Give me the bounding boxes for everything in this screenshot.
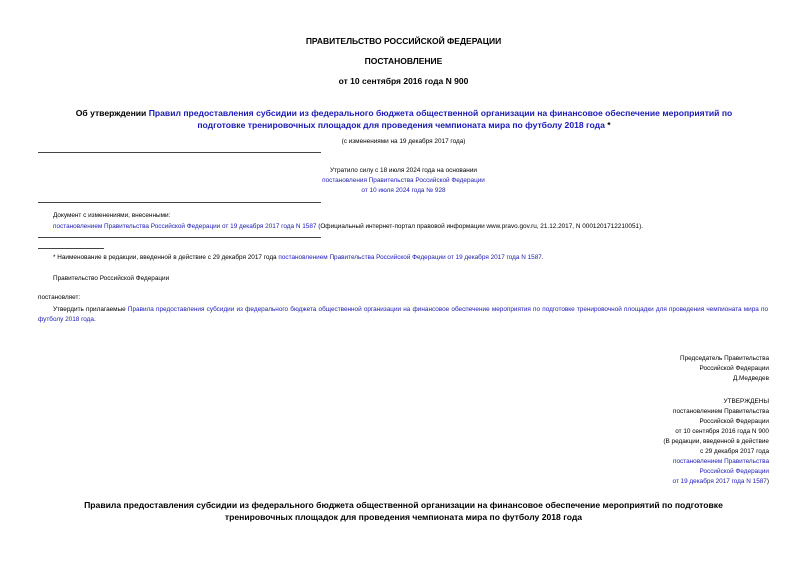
approved-line-6: с 29 декабря 2017 года bbox=[700, 448, 769, 455]
changes-link[interactable]: постановлением Правительства Российской Федерации от 19 декабря 2017 года N 1587 bbox=[53, 223, 317, 230]
approved-line-4: от 10 сентября 2016 года N 900 bbox=[675, 428, 769, 435]
footnote-divider bbox=[38, 248, 104, 249]
signature-block bbox=[469, 354, 769, 384]
approved-link-2[interactable]: Российской Федерации bbox=[699, 468, 769, 475]
header-date: от 10 сентября 2016 года N 900 bbox=[338, 76, 469, 86]
rules-title-line-2: тренировочных площадок для проведения чемпионата мира по футболу 2018 года bbox=[224, 512, 583, 522]
divider bbox=[38, 152, 321, 153]
divider bbox=[38, 202, 321, 203]
header-org: ПРАВИТЕЛЬСТВО РОССИЙСКОЙ ФЕДЕРАЦИИ bbox=[305, 36, 502, 46]
title-link[interactable]: Правил предоставления субсидии из федерального бюджета общественной организации на финансовое обеспечение мероприятий по подготовке тренировочных площадок для проведения чемпионата мира по футболу 2018 года bbox=[148, 108, 733, 130]
expired-line: Утратило силу с 18 июля 2024 года на основании bbox=[330, 167, 477, 174]
signature-line-3: Д.Медведев bbox=[732, 375, 769, 382]
approved-line-3: Российской Федерации bbox=[699, 418, 769, 425]
approved-link-1[interactable]: постановлением Правительства bbox=[673, 458, 769, 465]
decides-text: постановляет: bbox=[38, 294, 81, 301]
expired-link-1[interactable]: постановления Правительства Российской Федерации bbox=[322, 177, 485, 184]
approved-line-5: (В редакции, введенной в действие bbox=[663, 438, 769, 445]
approved-line-2: постановлением Правительства bbox=[673, 408, 769, 415]
changes-rest: (Официальный интернет-портал правовой информации www.pravo.gov.ru, 21.12.2017, N 0001201712210051). bbox=[316, 223, 644, 230]
government-text: Правительство Российской Федерации bbox=[53, 275, 170, 282]
footnote-link[interactable]: постановлением Правительства Российской Федерации от 19 декабря 2017 года N 1587 bbox=[278, 254, 542, 261]
approved-block bbox=[469, 397, 769, 487]
header-doc-type: ПОСТАНОВЛЕНИЕ bbox=[364, 56, 443, 66]
divider bbox=[38, 237, 321, 238]
expired-link-2[interactable]: от 10 июля 2024 года № 928 bbox=[361, 187, 446, 194]
signature-line-1: Председатель Правительства bbox=[680, 355, 769, 362]
approved-line-1: УТВЕРЖДЕНЫ bbox=[723, 398, 769, 405]
approve-suffix: . bbox=[93, 316, 96, 323]
rules-title-line-1: Правила предоставления субсидии из федерального бюджета общественной организации на финансовое обеспечение мероприятий по подготовке bbox=[84, 500, 723, 510]
changes-line bbox=[53, 222, 643, 232]
footnote-text: * Наименование в редакции, введенной в действие с 29 декабря 2017 года bbox=[53, 254, 279, 261]
approved-link-3[interactable]: от 19 декабря 2017 года N 1587 bbox=[672, 478, 767, 485]
title-suffix: * bbox=[604, 120, 611, 130]
document-title bbox=[58, 107, 750, 131]
approve-prefix: Утвердить прилагаемые bbox=[53, 306, 128, 313]
approve-paragraph bbox=[38, 305, 768, 325]
footnote-end: . bbox=[541, 254, 544, 261]
footnote bbox=[53, 253, 544, 263]
amendments-note: (с изменениями на 19 декабря 2017 года) bbox=[341, 138, 466, 145]
title-prefix: Об утверждении bbox=[75, 108, 149, 118]
signature-line-2: Российской Федерации bbox=[699, 365, 769, 372]
approve-link[interactable]: Правила предоставления субсидии из федерального бюджета общественной организации на финансовое обеспечение мероприятия по подготовке тренировочной площадки для проведения чемпионата мира по футболу 2018 года bbox=[38, 306, 768, 323]
changes-label: Документ с изменениями, внесенными: bbox=[53, 212, 171, 219]
approved-close: ) bbox=[766, 478, 769, 485]
